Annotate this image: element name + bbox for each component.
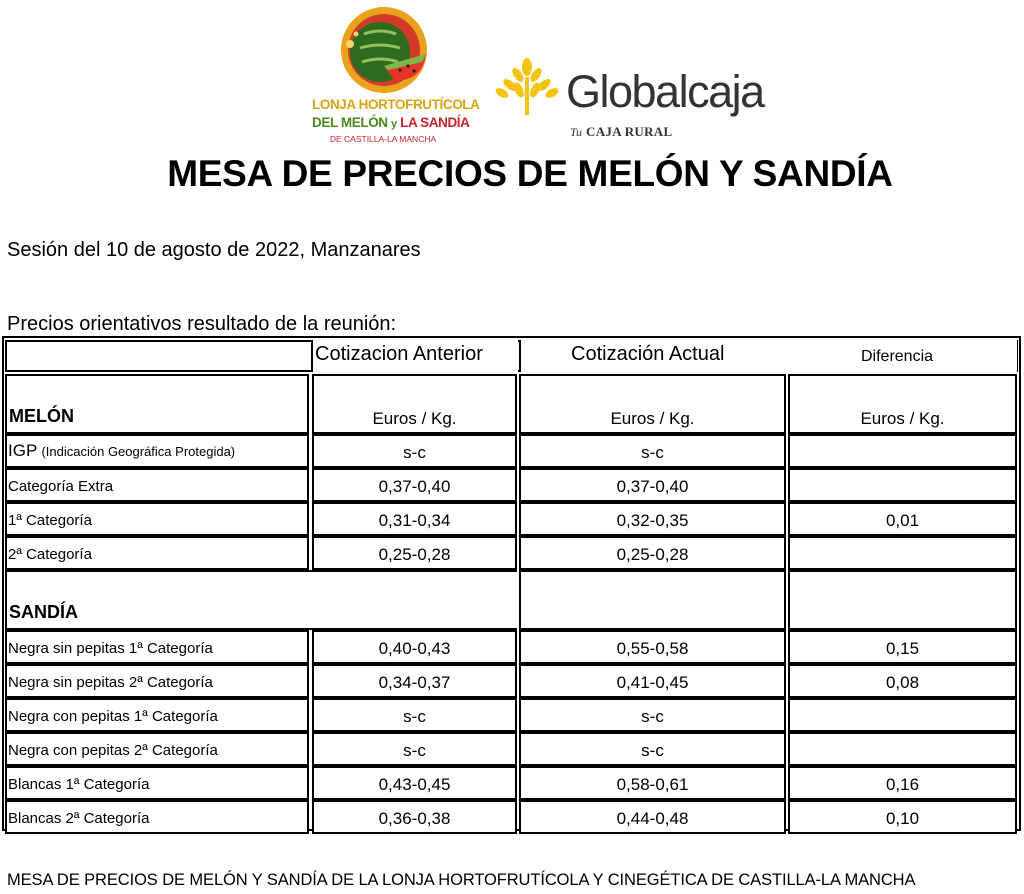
table-cell-anterior — [312, 434, 517, 468]
value-actual: 0,25-0,28 — [616, 545, 689, 564]
globalcaja-tag: CAJA RURAL — [586, 124, 673, 139]
value-anterior: 0,25-0,28 — [378, 545, 451, 564]
row-label-main: Blancas 2ª Categoría — [8, 810, 150, 827]
row-label — [8, 640, 213, 657]
lonja-logo-line2-a: DEL MELÓN — [312, 115, 388, 130]
table-cell-actual — [519, 536, 786, 570]
table-cell-actual — [519, 468, 786, 502]
table-cell-anterior — [312, 630, 517, 664]
value-anterior: 0,37-0,40 — [378, 477, 451, 496]
units-cell-diferencia — [788, 374, 1017, 434]
header-diferencia: Diferencia — [861, 348, 934, 365]
table-cell-anterior — [312, 664, 517, 698]
value-actual: s-c — [641, 707, 664, 726]
value-diferencia: 0,16 — [885, 775, 920, 794]
header-actual: Cotización Actual — [571, 343, 725, 365]
row-label-main: Blancas 1ª Categoría — [8, 776, 150, 793]
row-label — [8, 742, 218, 759]
table-row-label-cell — [5, 502, 309, 536]
table-cell-diferencia — [788, 664, 1017, 698]
table-cell-diferencia — [788, 434, 1017, 468]
lonja-logo-line1: LONJA HORTOFRUTÍCOLA — [312, 97, 480, 112]
value-anterior: 0,31-0,34 — [378, 511, 451, 530]
value-actual: 0,37-0,40 — [616, 477, 689, 496]
value-anterior: s-c — [403, 707, 426, 726]
row-label-main: 2ª Categoría — [8, 546, 92, 563]
table-cell-diferencia — [788, 766, 1017, 800]
value-actual: 0,58-0,61 — [616, 775, 689, 794]
row-label-main: Negra con pepitas 1ª Categoría — [8, 708, 218, 725]
lonja-logo-line2-c: LA SANDÍA — [400, 115, 470, 130]
melon-watermelon-icon — [334, 4, 434, 96]
globalcaja-tagline — [570, 124, 672, 140]
value-anterior: 0,40-0,43 — [378, 639, 451, 658]
table-row-label-cell — [5, 536, 309, 570]
table-cell-actual — [519, 766, 786, 800]
value-anterior: 0,43-0,45 — [378, 775, 451, 794]
row-label — [8, 810, 149, 827]
table-row-label-cell — [5, 732, 309, 766]
header-anterior: Cotizacion Anterior — [315, 343, 483, 365]
lonja-logo-line2 — [312, 115, 470, 130]
table-row-label-cell — [5, 664, 309, 698]
page-title: MESA DE PRECIOS DE MELÓN Y SANDÍA — [167, 153, 893, 194]
value-anterior: s-c — [403, 741, 426, 760]
section-header-cell — [5, 374, 309, 434]
units-cell-diferencia — [788, 570, 1017, 630]
table-cell-actual — [519, 664, 786, 698]
row-label-main: Negra con pepitas 2ª Categoría — [8, 742, 218, 759]
row-label — [8, 708, 218, 725]
session-info: Sesión del 10 de agosto de 2022, Manzanares — [7, 239, 421, 261]
table-cell-actual — [519, 630, 786, 664]
value-actual: 0,55-0,58 — [616, 639, 689, 658]
value-diferencia: 0,15 — [885, 639, 920, 658]
value-diferencia: 0,08 — [885, 673, 920, 692]
header-cell-actual — [519, 340, 1017, 372]
table-row-label-cell — [5, 468, 309, 502]
section-title: MELÓN — [9, 406, 74, 426]
table-cell-diferencia — [788, 698, 1017, 732]
value-anterior: 0,36-0,38 — [378, 809, 451, 828]
row-label-main: Negra sin pepitas 2ª Categoría — [8, 674, 213, 691]
table-row-label-cell — [5, 766, 309, 800]
table-cell-anterior — [312, 468, 517, 502]
row-label-main: Negra sin pepitas 1ª Categoría — [8, 640, 213, 657]
row-label-main: IGP — [8, 441, 38, 460]
section-header-cell — [5, 570, 517, 630]
value-anterior: 0,34-0,37 — [378, 673, 451, 692]
row-label — [8, 441, 235, 461]
table-cell-diferencia — [788, 536, 1017, 570]
row-label-suffix: (Indicación Geográfica Protegida) — [41, 444, 236, 459]
table-cell-anterior — [312, 698, 517, 732]
lonja-logo-line2-b: y — [391, 118, 397, 130]
table-cell-anterior — [312, 732, 517, 766]
table-cell-actual — [519, 732, 786, 766]
value-actual: s-c — [641, 443, 664, 462]
table-cell-actual — [519, 800, 786, 834]
units-label: Euros / Kg. — [610, 409, 695, 428]
value-diferencia: 0,10 — [885, 809, 920, 828]
lonja-logo — [312, 4, 480, 144]
row-label — [8, 478, 113, 495]
table-cell-anterior — [312, 536, 517, 570]
header-cell-anterior — [311, 340, 518, 372]
row-label-main: Categoría Extra — [8, 478, 114, 495]
table-cell-actual — [519, 502, 786, 536]
table-row-label-cell — [5, 800, 309, 834]
table-intro: Precios orientativos resultado de la reunión: — [7, 313, 397, 335]
units-label: Euros / Kg. — [372, 409, 457, 428]
table-cell-anterior — [312, 766, 517, 800]
value-actual: 0,41-0,45 — [616, 673, 689, 692]
globalcaja-name: Globalcaja — [566, 66, 764, 117]
table-cell-anterior — [312, 800, 517, 834]
table-row-label-cell — [5, 434, 309, 468]
lonja-logo-line3: DE CASTILLA-LA MANCHA — [329, 134, 437, 144]
value-actual: 0,32-0,35 — [616, 511, 689, 530]
table-cell-actual — [519, 434, 786, 468]
units-cell-actual — [519, 374, 786, 434]
units-cell-anterior — [312, 374, 517, 434]
globalcaja-tag-prefix: Tu — [570, 125, 583, 139]
table-cell-diferencia — [788, 630, 1017, 664]
value-anterior: s-c — [403, 443, 426, 462]
section-title: SANDÍA — [9, 602, 79, 622]
page-footer: MESA DE PRECIOS DE MELÓN Y SANDÍA DE LA LONJA HORTOFRUTÍCOLA Y CINEGÉTICA DE CASTILLA-LA MANCHA — [7, 871, 916, 889]
table-row-label-cell — [5, 630, 309, 664]
table-cell-actual — [519, 698, 786, 732]
table-row-label-cell — [5, 698, 309, 732]
row-label-main: 1ª Categoría — [8, 512, 92, 529]
value-actual: 0,44-0,48 — [616, 809, 689, 828]
row-label — [8, 776, 149, 793]
row-label — [8, 512, 92, 529]
value-actual: s-c — [641, 741, 664, 760]
table-cell-anterior — [312, 502, 517, 536]
value-diferencia: 0,01 — [885, 511, 920, 530]
wheat-icon — [492, 57, 562, 117]
units-label: Euros / Kg. — [860, 409, 945, 428]
table-cell-diferencia — [788, 502, 1017, 536]
row-label — [8, 674, 213, 691]
row-label — [8, 546, 92, 563]
globalcaja-logo — [492, 55, 782, 145]
units-cell-actual — [519, 570, 786, 630]
table-cell-diferencia — [788, 732, 1017, 766]
table-cell-diferencia — [788, 800, 1017, 834]
table-cell-diferencia — [788, 468, 1017, 502]
